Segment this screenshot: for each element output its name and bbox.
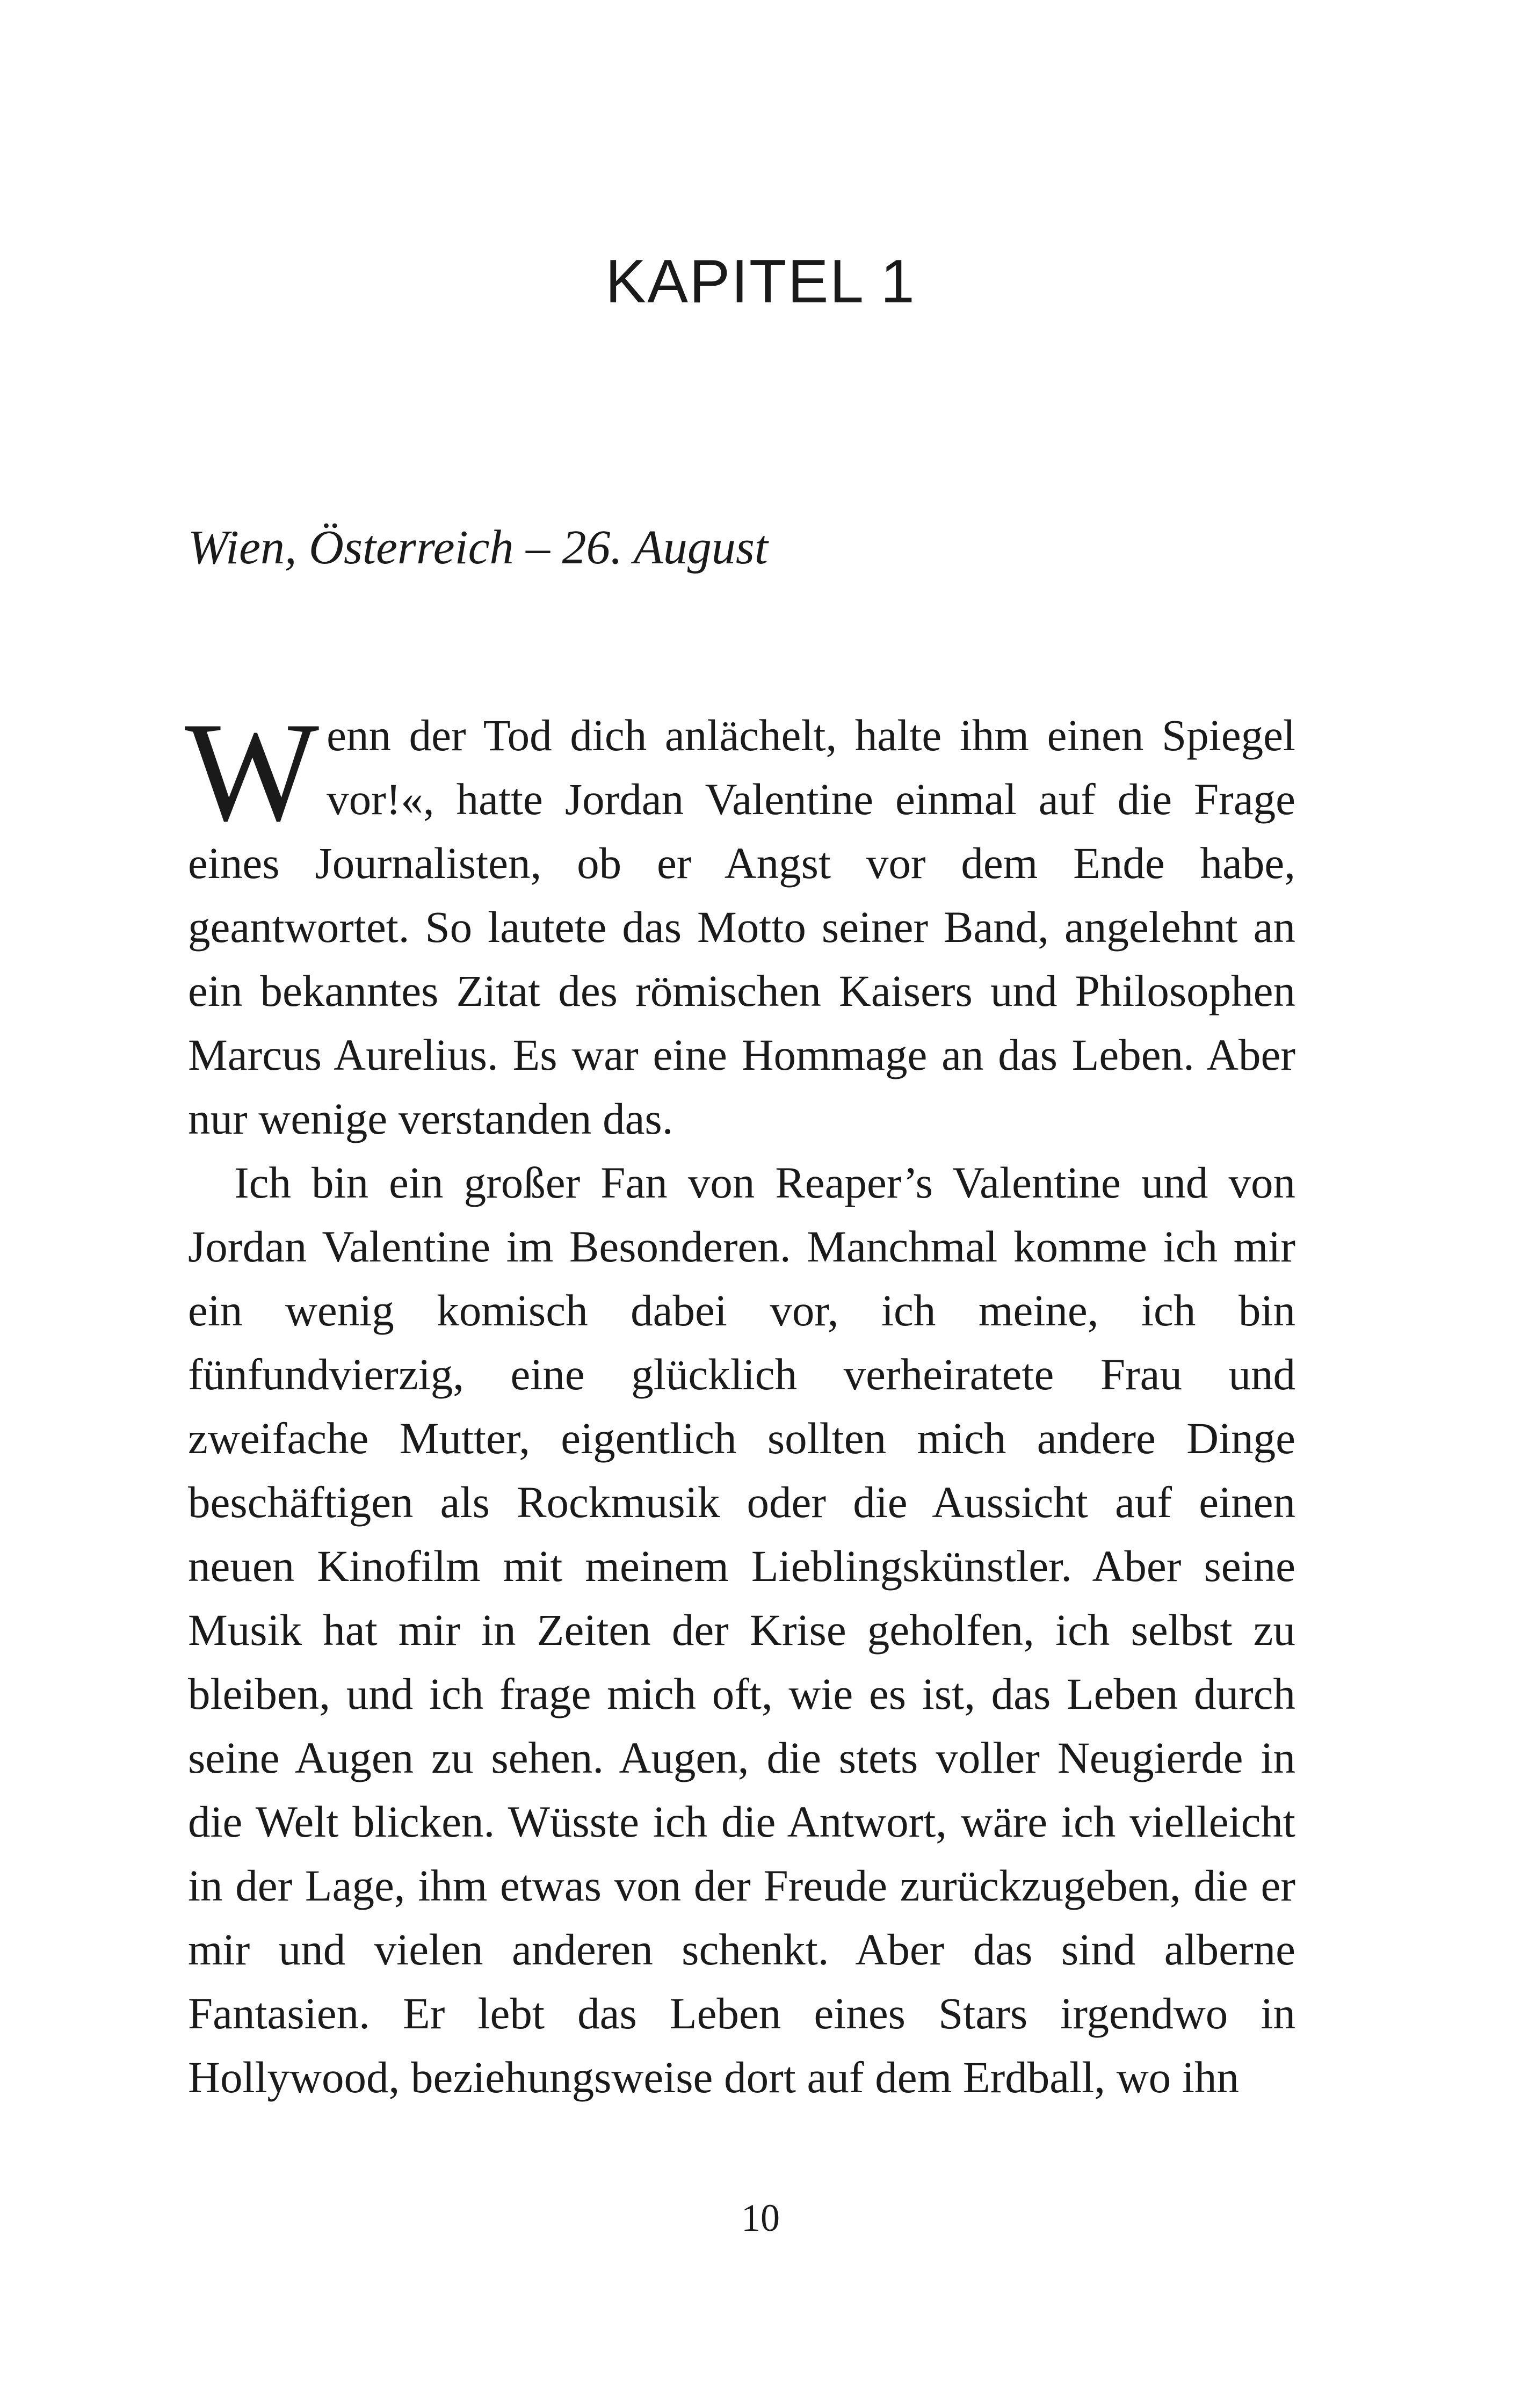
dateline: Wien, Österreich – 26. August [188,521,768,574]
page-number: 10 [741,2196,780,2239]
paragraph-1-text: enn der Tod dich anlächelt, halte ihm einen Spiegel vor!«, hatte Jordan Valentine einmal auf die Frage eines Journalisten, ob er Angst vor dem Ende habe, geantwortet. So lautete das Motto seiner Band, angelehnt an ein bekanntes Zitat des römischen Kaisers und Philosophen Marcus Aurelius. Es war eine Hommage an das Leben. Aber nur wenige verstanden das. [188,710,1295,1143]
body-text [185,693,1295,2109]
drop-cap: W [185,693,320,851]
chapter-title: KAPITEL 1 [605,248,916,316]
paragraph-2: Ich bin ein großer Fan von Reaper’s Valentine und von Jordan Valentine im Besonderen. Manchmal komme ich mir ein wenig komisch dabei vor, ich meine, ich bin fünfundvierzig, eine glücklich verheiratete Frau und zweifache Mutter, eigentlich sollten mich andere Dinge beschäftigen als Rockmusik oder die Aussicht auf einen neuen Kinofilm mit meinem Lieblingskünstler. Aber seine Musik hat mir in Zeiten der Krise geholfen, ich selbst zu bleiben, und ich frage mich oft, wie es ist, das Leben durch seine Augen zu sehen. Augen, die stets voller Neugierde in die Welt blicken. Wüsste ich die Antwort, wäre ich vielleicht in der Lage, ihm etwas von der Freude zurückzugeben, die er mir und vielen anderen schenkt. Aber das sind alberne Fantasien. Er lebt das Leben eines Stars irgendwo in Hollywood, beziehungsweise dort auf dem Erdball, wo ihn [188,1158,1295,2102]
paragraph-1 [185,693,1295,1151]
